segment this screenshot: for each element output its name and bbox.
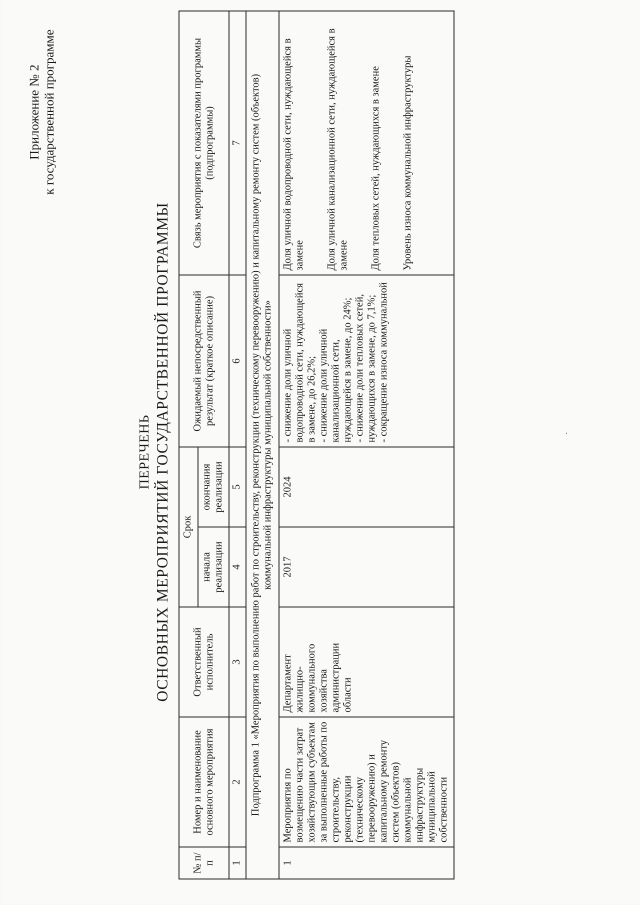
column-number: 2 <box>229 717 246 847</box>
header-start: начала реализации <box>198 527 229 607</box>
measure-name: Мероприятия по возмещению части затрат хозяйствующим субъектам за выполненные работы по строительству, реконструкции (техническому перевооружению) и капитальному ремонту систем (объектов) коммунальной инфраструктуры муниципальной собственности <box>279 717 454 847</box>
header-result: Ожидаемый непосредственный результат (краткое описание) <box>179 275 229 447</box>
header-num: № п/п <box>179 847 229 879</box>
column-number: 6 <box>229 275 246 447</box>
result-item: - снижение доли уличной водопроводной сети, нуждающейся в замене, до 26,2%; <box>282 283 318 443</box>
indicator-item: Доля уличной канализационной сети, нуждающейся в замене <box>326 28 350 271</box>
indicator-item: Доля тепловых сетей, нуждающихся в замене <box>370 66 382 271</box>
appendix-number: Приложение № 2 <box>26 64 42 160</box>
start-year: 2017 <box>279 527 454 607</box>
appendix-reference: к государственной программе <box>41 29 57 195</box>
indicator-links <box>279 11 454 275</box>
column-numbers-row <box>229 11 246 879</box>
subprogram-row <box>246 11 279 879</box>
measures-table <box>179 10 455 879</box>
document-title: ПЕРЕЧЕНЬ <box>137 414 153 490</box>
row-number: 1 <box>279 847 454 879</box>
header-end: окончания реализации <box>198 447 229 527</box>
result-item: - снижение доли тепловых сетей, нуждающихся в замене, до 7,1%; <box>354 294 378 443</box>
indicator-item: Доля уличной водопроводной сети, нуждающейся в замене <box>282 38 306 271</box>
result-item: - снижение доли уличной канализационной сети, нуждающейся в замене, до 24%; <box>318 297 354 443</box>
measure-executor: Департамент жилищно-коммунального хозяйства администрации области <box>279 607 454 717</box>
header-name: Номер и наименование основного мероприятия <box>179 717 229 847</box>
table-row <box>279 11 454 879</box>
header-term: Срок <box>179 447 198 607</box>
header-executor: Ответственный исполнитель <box>179 607 229 717</box>
subprogram-title: Подпрограмма 1 «Мероприятия по выполнению работ по строительству, реконструкции (техническому перевооружению) и капитальному ремонту систем (объектов) коммунальной инфраструктуры муниципальной собственности» <box>246 11 279 879</box>
column-number: 3 <box>229 607 246 717</box>
column-number: 5 <box>229 447 246 527</box>
indicator-item: Уровень износа коммунальной инфраструктуры <box>402 55 414 271</box>
header-link: Связь мероприятия с показателями программы (подпрограммы) <box>179 11 229 275</box>
column-number: 4 <box>229 527 246 607</box>
appendix-note <box>27 30 57 195</box>
end-year: 2024 <box>279 447 454 527</box>
expected-results <box>279 275 454 447</box>
column-number: 1 <box>229 847 246 879</box>
document-sheet <box>1 0 640 905</box>
header-row <box>179 11 198 879</box>
scan-speck: · <box>562 431 572 435</box>
result-item: - сокращение износа коммунальной <box>378 282 390 443</box>
column-number: 7 <box>229 11 246 275</box>
document-subtitle: ОСНОВНЫХ МЕРОПРИЯТИЙ ГОСУДАРСТВЕННОЙ ПРОГРАММЫ <box>154 202 172 702</box>
